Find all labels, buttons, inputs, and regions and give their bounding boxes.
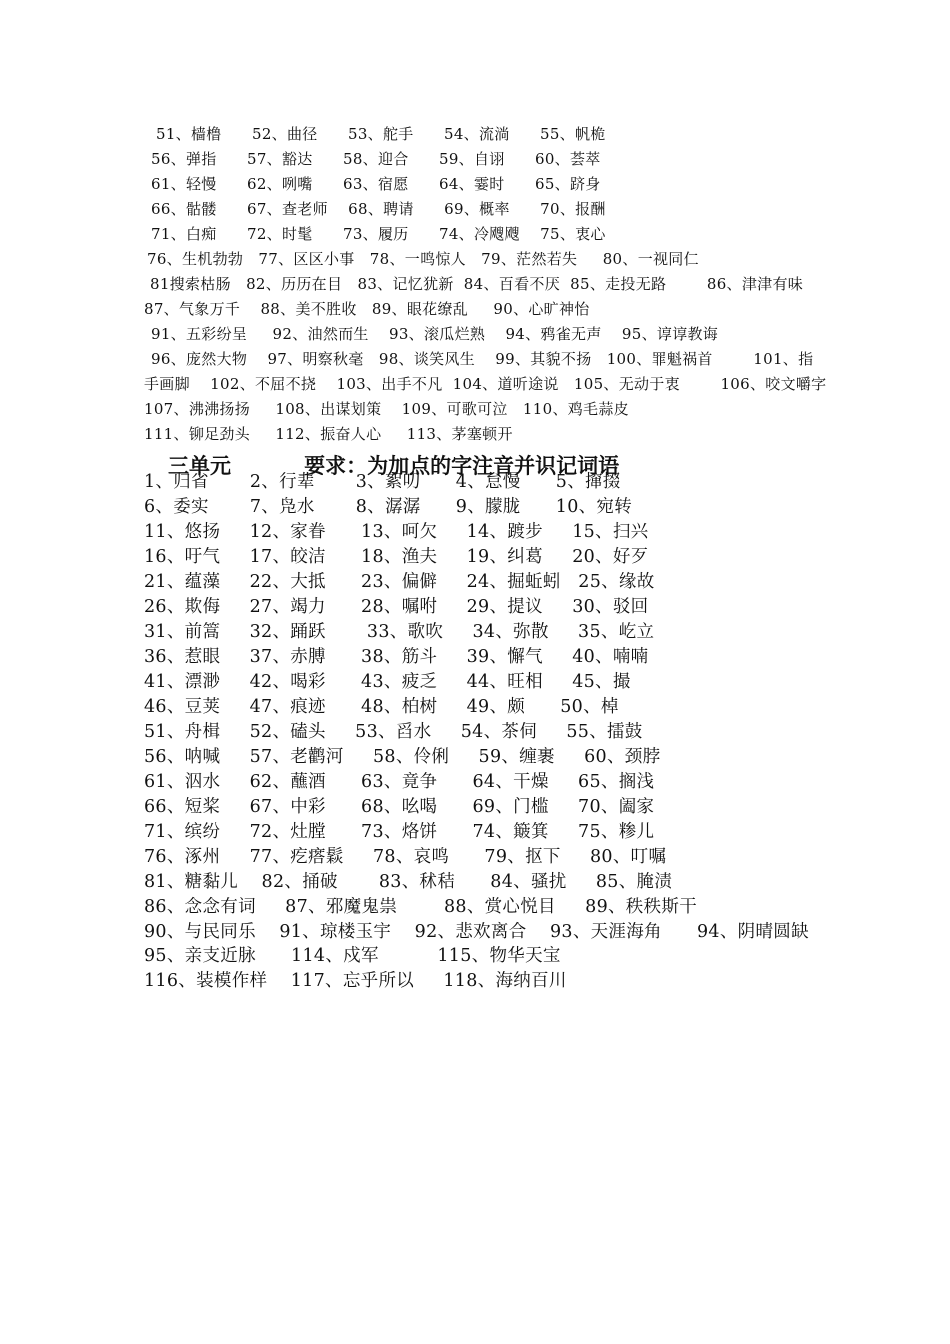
word-line: 76、生机勃勃 77、区区小事 78、一鸣惊人 79、茫然若失 80、一视同仁 (147, 250, 699, 268)
word-line: 51、樯橹 52、曲径 53、舵手 54、流淌 55、帆桅 (156, 125, 606, 143)
word-line: 96、庞然大物 97、明察秋毫 98、谈笑风生 99、其貌不扬 100、罪魁祸首 101、指 (151, 350, 814, 368)
word-line: 107、沸沸扬扬 108、出谋划策 109、可歌可泣 110、鸡毛蒜皮 (144, 400, 629, 418)
word-line: 76、涿州 77、疙瘩鬏 78、哀鸣 79、抠下 80、叮嘱 (144, 847, 667, 867)
word-line: 71、白痴 72、时髦 73、履历 74、冷飕飕 75、衷心 (151, 225, 606, 243)
word-line: 116、装模作样 117、忘乎所以 118、海纳百川 (144, 971, 567, 991)
word-line: 91、五彩纷呈 92、油然而生 93、滚瓜烂熟 94、鸦雀无声 95、谆谆教诲 (151, 325, 719, 343)
word-line: 56、呐喊 57、老鹳河 58、伶俐 59、缠裹 60、颈脖 (144, 747, 661, 767)
word-line: 66、骷髅 67、查老师 68、聘请 69、概率 70、报酬 (151, 200, 606, 218)
word-line: 26、欺侮 27、竭力 28、嘱咐 29、提议 30、驳回 (144, 597, 649, 617)
word-line: 6、委实 7、凫水 8、潺潺 9、朦胧 10、宛转 (144, 497, 633, 517)
word-line: 90、与民同乐 91、琼楼玉宇 92、悲欢离合 93、天涯海角 94、阴晴圆缺 (144, 922, 809, 942)
word-line: 71、缤纷 72、灶膛 73、烙饼 74、簸箕 75、糁儿 (144, 822, 655, 842)
word-line: 95、亲支近脉 114、戍军 115、物华天宝 (144, 946, 561, 966)
word-line: 86、念念有词 87、邪魔鬼祟 88、赏心悦目 89、秩秩斯干 (144, 897, 697, 917)
word-line: 41、漂渺 42、喝彩 43、疲乏 44、旺相 45、撮 (144, 672, 631, 692)
word-line: 56、弹指 57、豁达 58、迎合 59、自诩 60、荟萃 (151, 150, 601, 168)
word-line: 手画脚 102、不屈不挠 103、出手不凡 104、道听途说 105、无动于衷 106、咬文嚼字 (144, 375, 827, 393)
word-line: 87、气象万千 88、美不胜收 89、眼花缭乱 90、心旷神怡 (144, 300, 590, 318)
word-line: 81、糖黏儿 82、捅破 83、秫秸 84、骚扰 85、腌渍 (144, 872, 673, 892)
word-line: 31、前篙 32、踊跃 33、歌吹 34、弥散 35、屹立 (144, 622, 655, 642)
word-line: 61、泅水 62、蘸酒 63、竟争 64、干燥 65、搁浅 (144, 772, 655, 792)
word-line: 21、蕴藻 22、大抵 23、偏僻 24、掘蚯蚓 25、缘故 (144, 572, 655, 592)
word-line: 61、轻慢 62、咧嘴 63、宿愿 64、霎时 65、跻身 (151, 175, 601, 193)
word-line: 16、吁气 17、皎洁 18、渔夫 19、纠葛 20、好歹 (144, 547, 649, 567)
word-line: 51、舟楫 52、磕头 53、舀水 54、茶伺 55、擂鼓 (144, 722, 643, 742)
word-line: 36、惹眼 37、赤膊 38、筋斗 39、懈气 40、喃喃 (144, 647, 649, 667)
section-three-heading: 三单元 要求：为加点的字注音并识记词语 (168, 454, 620, 478)
word-line: 111、铆足劲头 112、振奋人心 113、茅塞顿开 (144, 425, 513, 443)
word-line: 46、豆荚 47、痕迹 48、柏树 49、颇 50、棹 (144, 697, 619, 717)
word-line: 66、短桨 67、中彩 68、吆喝 69、门槛 70、阖家 (144, 797, 655, 817)
word-line: 11、悠扬 12、家眷 13、呵欠 14、踱步 15、扫兴 (144, 522, 649, 542)
word-line: 1、归省 2、行辈 3、絮叨 4、怠慢 5、撺掇 (144, 472, 621, 492)
word-line: 81搜索枯肠 82、历历在目 83、记忆犹新 84、百看不厌 85、走投无路 86、津津有味 (150, 275, 804, 293)
